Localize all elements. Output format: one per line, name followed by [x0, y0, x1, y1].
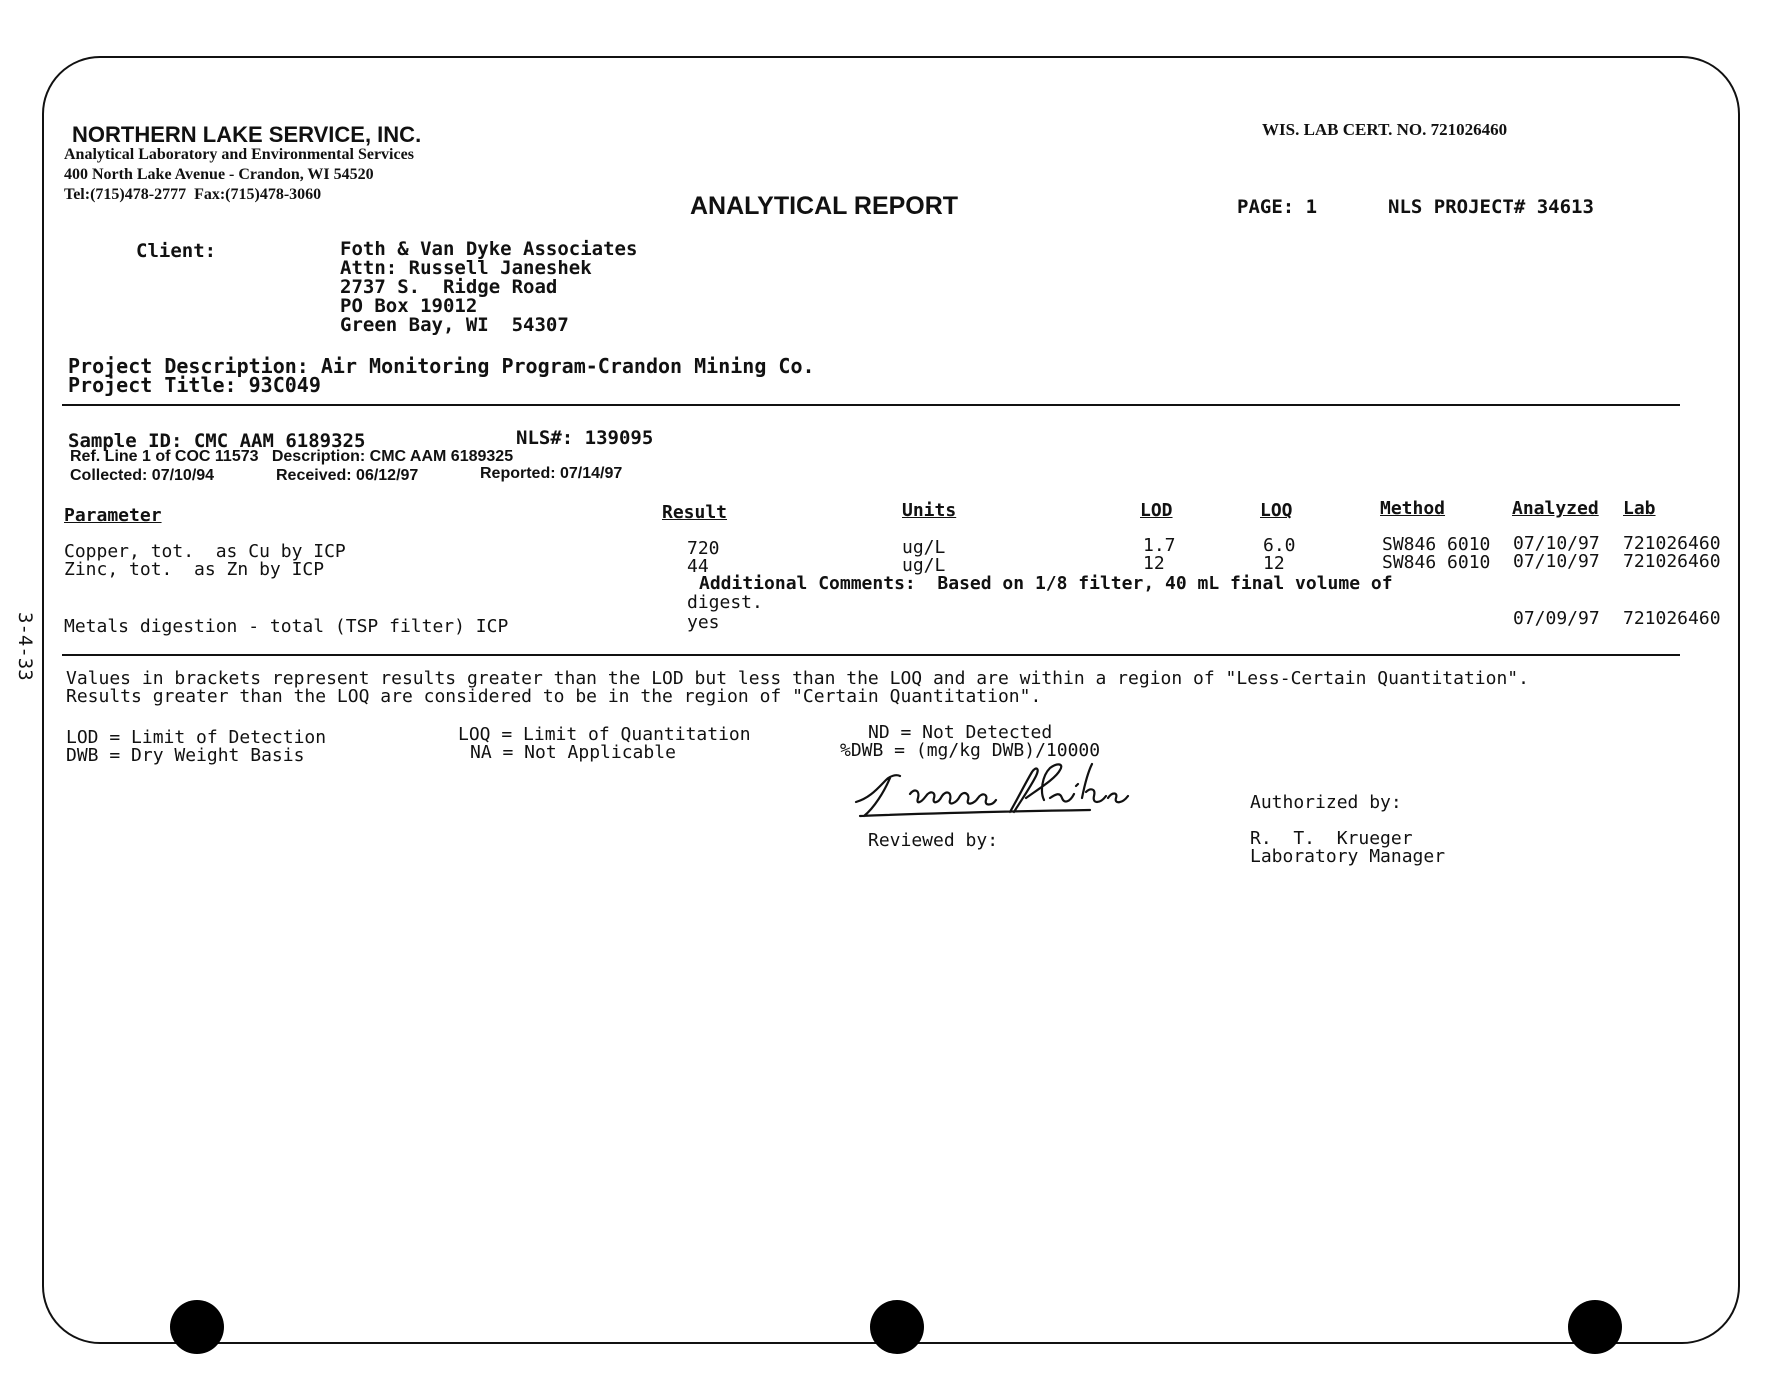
cell-analyzed: 07/10/97 [1513, 551, 1600, 572]
nls-number: NLS#: 139095 [516, 427, 654, 449]
col-header-result: Result [662, 502, 728, 523]
section-divider [62, 404, 1680, 406]
collected-date: Collected: 07/10/94 [70, 467, 215, 484]
authorizer-position: Laboratory Manager [1250, 846, 1446, 867]
legend-nd: ND = Not Detected [868, 722, 1053, 743]
cell-result: yes [687, 612, 720, 633]
legend-pdwb: %DWB = (mg/kg DWB)/10000 [840, 740, 1101, 761]
client-line: 2737 S. Ridge Road [340, 276, 558, 298]
col-header-lod: LOD [1140, 500, 1173, 521]
authorized-by-label: Authorized by: [1250, 792, 1402, 813]
cell-units: ug/L [902, 537, 946, 558]
legend-loq: LOQ = Limit of Quantitation [458, 724, 751, 745]
binder-hole [870, 1300, 924, 1354]
note-line: Results greater than the LOQ are considered to be in the region of "Certain Quantitation". [66, 686, 1042, 707]
project-title: Project Title: 93C049 [68, 373, 321, 397]
cell-method: SW846 6010 [1382, 534, 1491, 555]
binder-hole [1568, 1300, 1622, 1354]
sample-ref: Ref. Line 1 of COC 11573 Description: CMC AAM 6189325 [70, 448, 514, 465]
legend-lod: LOD = Limit of Detection [66, 727, 327, 748]
section-divider [62, 654, 1680, 656]
cell-loq: 6.0 [1263, 535, 1296, 556]
cell-analyzed: 07/09/97 [1513, 608, 1600, 629]
project-description: Project Description: Air Monitoring Program-Crandon Mining Co. [68, 354, 815, 378]
col-header-lab: Lab [1623, 498, 1656, 519]
binder-hole [170, 1300, 224, 1354]
signature-image [850, 758, 1140, 828]
margin-mark: 3-4-33 [14, 612, 36, 681]
client-line: Attn: Russell Janeshek [340, 257, 592, 279]
cell-parameter: Zinc, tot. as Zn by ICP [64, 559, 325, 580]
page-number: PAGE: 1 [1237, 196, 1318, 218]
report-title: ANALYTICAL REPORT [690, 192, 959, 220]
sample-id: Sample ID: CMC AAM 6189325 [68, 430, 366, 452]
col-header-units: Units [902, 500, 957, 521]
cell-units: ug/L [902, 555, 946, 576]
cell-loq: 12 [1263, 553, 1285, 574]
col-header-loq: LOQ [1260, 500, 1293, 521]
client-line: Green Bay, WI 54307 [340, 314, 569, 336]
cell-analyzed: 07/10/97 [1513, 533, 1600, 554]
client-line: Foth & Van Dyke Associates [340, 238, 638, 260]
lab-name: NORTHERN LAKE SERVICE, INC. [72, 122, 422, 147]
received-date: Received: 06/12/97 [276, 467, 419, 484]
col-header-parameter: Parameter [64, 505, 162, 526]
client-label: Client: [136, 240, 217, 262]
comment-text: Additional Comments: Based on 1/8 filter, 40 mL final volume of [699, 573, 1393, 594]
cell-result: 720 [687, 538, 720, 559]
cell-parameter: Metals digestion - total (TSP filter) ICP [64, 616, 509, 637]
col-header-method: Method [1380, 498, 1446, 519]
cell-lab: 721026460 [1623, 551, 1721, 572]
cell-lod: 1.7 [1143, 535, 1176, 556]
legend-dwb: DWB = Dry Weight Basis [66, 745, 305, 766]
col-header-analyzed: Analyzed [1512, 498, 1599, 519]
lab-phone-fax: Tel:(715)478-2777 Fax:(715)478-3060 [64, 186, 322, 203]
cell-method: SW846 6010 [1382, 552, 1491, 573]
cell-lab: 721026460 [1623, 533, 1721, 554]
legend-na: NA = Not Applicable [470, 742, 676, 763]
cell-parameter: Copper, tot. as Cu by ICP [64, 541, 346, 562]
cell-lod: 12 [1143, 553, 1165, 574]
note-line: Values in brackets represent results greater than the LOD but less than the LOQ and are within a region of "Less-Certain Quantitation". [66, 668, 1529, 689]
reviewed-by-label: Reviewed by: [868, 830, 999, 851]
authorizer-name: R. T. Krueger [1250, 828, 1413, 849]
comment-continuation: digest. [687, 592, 763, 613]
additional-comments [699, 573, 1393, 594]
project-number: NLS PROJECT# 34613 [1388, 196, 1594, 218]
reported-date: Reported: 07/14/97 [480, 465, 623, 482]
lab-address: 400 North Lake Avenue - Crandon, WI 54520 [64, 166, 374, 183]
cell-result: 44 [687, 556, 709, 577]
lab-subtitle: Analytical Laboratory and Environmental Services [64, 146, 414, 163]
client-line: PO Box 19012 [340, 295, 478, 317]
lab-cert: WIS. LAB CERT. NO. 721026460 [1262, 120, 1508, 139]
cell-lab: 721026460 [1623, 608, 1721, 629]
